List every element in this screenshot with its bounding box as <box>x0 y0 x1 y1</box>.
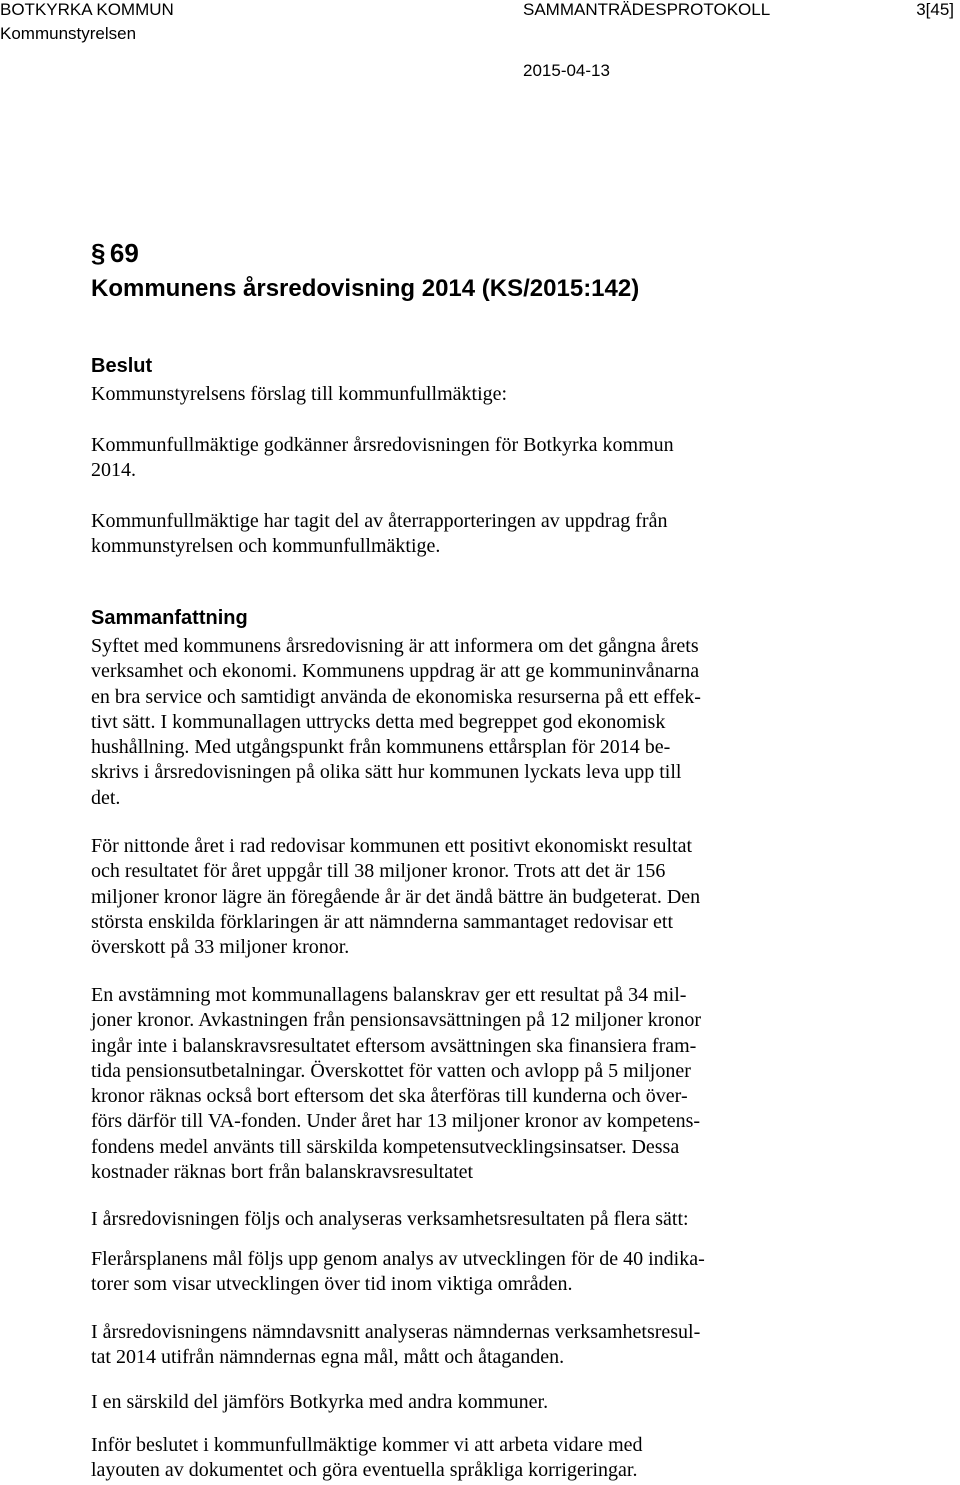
text-line: torer som visar utvecklingen över tid inom viktiga områden. <box>91 1273 573 1296</box>
summary-paragraph-2 <box>91 834 700 960</box>
text-line: ingår inte i balanskravsresultatet eftersom avsättningen ska finansiera fram- <box>91 1034 697 1057</box>
text-line: Flerårsplanens mål följs upp genom analys av utvecklingen för de 40 indika- <box>91 1248 705 1270</box>
beslut-paragraph-2 <box>91 509 667 560</box>
text-line: tida pensionsutbetalningar. Överskottet för vatten och avlopp på 5 miljoner <box>91 1059 691 1082</box>
header-body-name: Kommunstyrelsen <box>0 24 137 43</box>
summary-paragraph-1 <box>91 634 701 811</box>
beslut-paragraph-1 <box>91 433 674 484</box>
text-line: fondens medel använts till särskilda kompetensutvecklingsinsatser. Dessa <box>91 1135 680 1158</box>
header-organization: BOTKYRKA KOMMUN <box>0 0 174 19</box>
beslut-intro <box>91 382 507 407</box>
summary-heading: Sammanfattning <box>91 607 248 629</box>
section-number <box>91 238 139 268</box>
header-document-type: SAMMANTRÄDESPROTOKOLL <box>523 0 771 19</box>
text-line: Kommunfullmäktige godkänner årsredovisningen för Botkyrka kommun <box>91 434 674 456</box>
text-line: verksamhet och ekonomi. Kommunens uppdrag är att ge kommuninvånarna <box>91 660 700 683</box>
text-line: Syftet med kommunens årsredovisning är att informera om det gångna årets <box>91 635 699 657</box>
text-line: I årsredovisningens nämndavsnitt analyseras nämndernas verksamhetsresul- <box>91 1321 701 1343</box>
section-title: Kommunens årsredovisning 2014 (KS/2015:142) <box>91 275 640 302</box>
text-line: en bra service och samtidigt använda de ekonomiska resurserna på ett effek- <box>91 685 701 708</box>
text-line: Inför beslutet i kommunfullmäktige kommer vi att arbeta vidare med <box>91 1434 643 1456</box>
summary-paragraph-8 <box>91 1433 643 1484</box>
summary-paragraph-4 <box>91 1207 689 1232</box>
text-line: kostnader räknas bort från balanskravsresultatet <box>91 1161 474 1184</box>
text-line: hushållning. Med utgångspunkt från kommunens ettårsplan för 2014 be- <box>91 736 671 759</box>
text-line: layouten av dokumentet och göra eventuella språkliga korrigeringar. <box>91 1459 638 1482</box>
text-line: I en särskild del jämförs Botkyrka med andra kommuner. <box>91 1391 549 1413</box>
text-line: kommunstyrelsen och kommunfullmäktige. <box>91 535 441 558</box>
text-line: och resultatet för året uppgår till 38 miljoner kronor. Trots att det är 156 <box>91 860 666 883</box>
text-line: tivt sätt. I kommunallagen uttrycks detta med begreppet god ekonomisk <box>91 710 666 733</box>
paragraph-sign-icon: § <box>91 238 106 268</box>
text-line: I årsredovisningen följs och analyseras verksamhetsresultaten på flera sätt: <box>91 1208 689 1230</box>
text-line: joner kronor. Avkastningen från pensionsavsättningen på 12 miljoner kronor <box>91 1009 702 1032</box>
beslut-heading: Beslut <box>91 355 153 377</box>
section-number-value: 69 <box>109 238 139 268</box>
summary-paragraph-3 <box>91 983 701 1185</box>
header-page-number: 3[45] <box>916 0 954 19</box>
text-line: 2014. <box>91 459 136 482</box>
text-line: förs därför till VA-fonden. Under året har 13 miljoner kronor av kompetens- <box>91 1110 701 1133</box>
header-meeting-date: 2015-04-13 <box>523 61 610 80</box>
text-line: Kommunfullmäktige har tagit del av återrapporteringen av uppdrag från <box>91 510 668 532</box>
text-line: miljoner kronor lägre än föregående år är det ändå bättre än budgeterat. Den <box>91 885 701 908</box>
text-line: För nittonde året i rad redovisar kommunen ett positivt ekonomiskt resultat <box>91 835 692 857</box>
summary-paragraph-6 <box>91 1320 700 1371</box>
text-line: Kommunstyrelsens förslag till kommunfullmäktige: <box>91 383 508 405</box>
text-line: kronor räknas också bort eftersom det ska återföras till kunderna och över- <box>91 1085 688 1108</box>
text-line: skrivs i årsredovisningen på olika sätt hur kommunen lyckats leva upp till <box>91 761 682 784</box>
text-line: det. <box>91 786 121 809</box>
summary-paragraph-5 <box>91 1247 705 1298</box>
text-line: tat 2014 utifrån nämndernas egna mål, mått och åtaganden. <box>91 1346 565 1369</box>
text-line: överskott på 33 miljoner kronor. <box>91 936 350 959</box>
summary-paragraph-7 <box>91 1390 548 1415</box>
text-line: största enskilda förklaringen är att nämnderna sammantaget redovisar ett <box>91 910 674 933</box>
text-line: En avstämning mot kommunallagens balanskrav ger ett resultat på 34 mil- <box>91 984 687 1006</box>
